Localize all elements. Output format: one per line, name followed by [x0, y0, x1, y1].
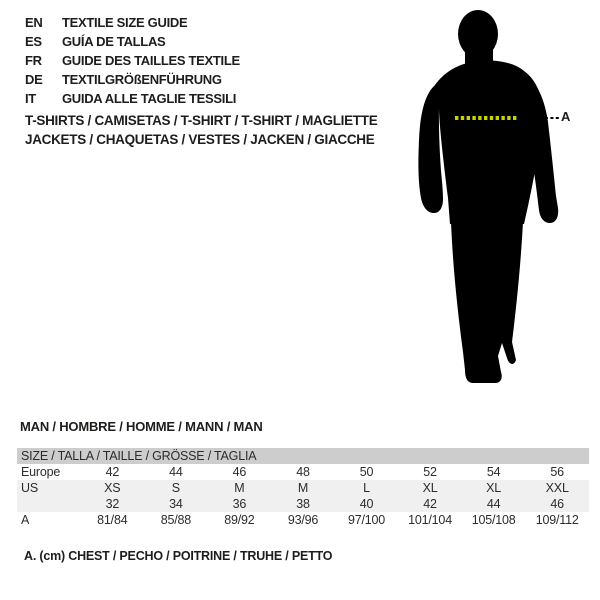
- size-cell: 38: [296, 497, 310, 511]
- size-cell: 36: [232, 497, 247, 511]
- language-label: GUIDA ALLE TAGLIE TESSILI: [62, 91, 237, 106]
- language-row: [25, 32, 240, 51]
- size-cell: 44: [169, 465, 183, 479]
- size-cell: 40: [359, 497, 374, 511]
- row-label: US: [21, 481, 38, 495]
- language-row: [25, 51, 240, 70]
- size-cell: XS: [104, 481, 121, 495]
- language-label: GUÍA DE TALLAS: [62, 34, 166, 49]
- size-cell: 89/92: [224, 513, 255, 527]
- size-cell: 54: [486, 465, 501, 479]
- language-label: GUIDE DES TAILLES TEXTILE: [62, 53, 240, 68]
- size-table-header-row: [17, 448, 589, 464]
- language-code: FR: [25, 53, 42, 68]
- size-cell: XL: [486, 481, 502, 495]
- size-cell: XL: [422, 481, 438, 495]
- size-cell: 32: [105, 497, 120, 511]
- size-cell: 81/84: [97, 513, 128, 527]
- size-cell: XXL: [545, 481, 569, 495]
- language-row: [25, 13, 240, 32]
- row-label: [17, 496, 81, 512]
- size-cell: 46: [550, 497, 564, 511]
- man-figure: [415, 8, 585, 388]
- size-cell: 46: [232, 465, 247, 479]
- measure-label-a: A: [561, 109, 571, 124]
- table-row-chest-cm: [17, 512, 589, 528]
- language-code: EN: [25, 15, 43, 30]
- size-cell: 52: [423, 465, 437, 479]
- size-cell: 97/100: [347, 513, 386, 527]
- size-cell: M: [297, 481, 309, 495]
- size-table: [17, 448, 589, 528]
- language-code: IT: [25, 91, 36, 106]
- size-cell: 109/112: [535, 513, 579, 527]
- silhouette-shapes: [418, 10, 558, 383]
- man-silhouette: [415, 8, 585, 388]
- size-cell: 50: [359, 465, 374, 479]
- size-cell: S: [171, 481, 180, 495]
- category-list: [25, 111, 377, 149]
- language-label: TEXTILE SIZE GUIDE: [62, 15, 188, 30]
- size-table-header: SIZE / TALLA / TAILLE / GRÖSSE / TAGLIA: [17, 448, 589, 464]
- language-label: TEXTILGRÖßENFÜHRUNG: [62, 72, 222, 87]
- size-cell: 44: [486, 497, 501, 511]
- size-cell: 48: [296, 465, 310, 479]
- language-code: DE: [25, 72, 43, 87]
- language-code: ES: [25, 34, 42, 49]
- size-cell: 85/88: [160, 513, 191, 527]
- size-cell: 56: [550, 465, 564, 479]
- size-cell: 93/96: [287, 513, 319, 527]
- size-cell: 101/104: [408, 513, 452, 527]
- language-row: [25, 89, 240, 108]
- size-cell: 42: [423, 497, 437, 511]
- language-row: [25, 70, 240, 89]
- language-title-block: [25, 13, 240, 108]
- table-row-europe: [17, 464, 589, 480]
- row-label: A: [21, 513, 30, 527]
- size-cell: 34: [169, 497, 183, 511]
- size-cell: L: [363, 481, 370, 495]
- table-row-numeric: [17, 496, 589, 512]
- category-line-tshirts: T-SHIRTS / CAMISETAS / T-SHIRT / T-SHIRT / MAGLIETTE: [25, 113, 378, 128]
- row-label: Europe: [21, 465, 61, 479]
- size-cell: 42: [105, 465, 120, 479]
- size-cell: M: [234, 481, 245, 495]
- size-cell: 105/108: [471, 513, 516, 527]
- measurement-legend: A. (cm) CHEST / PECHO / POITRINE / TRUHE / PETTO: [24, 549, 333, 563]
- section-title-man: MAN / HOMBRE / HOMME / MANN / MAN: [20, 419, 263, 434]
- table-row-us: [17, 480, 589, 496]
- category-line-jackets: JACKETS / CHAQUETAS / VESTES / JACKEN / GIACCHE: [25, 132, 375, 147]
